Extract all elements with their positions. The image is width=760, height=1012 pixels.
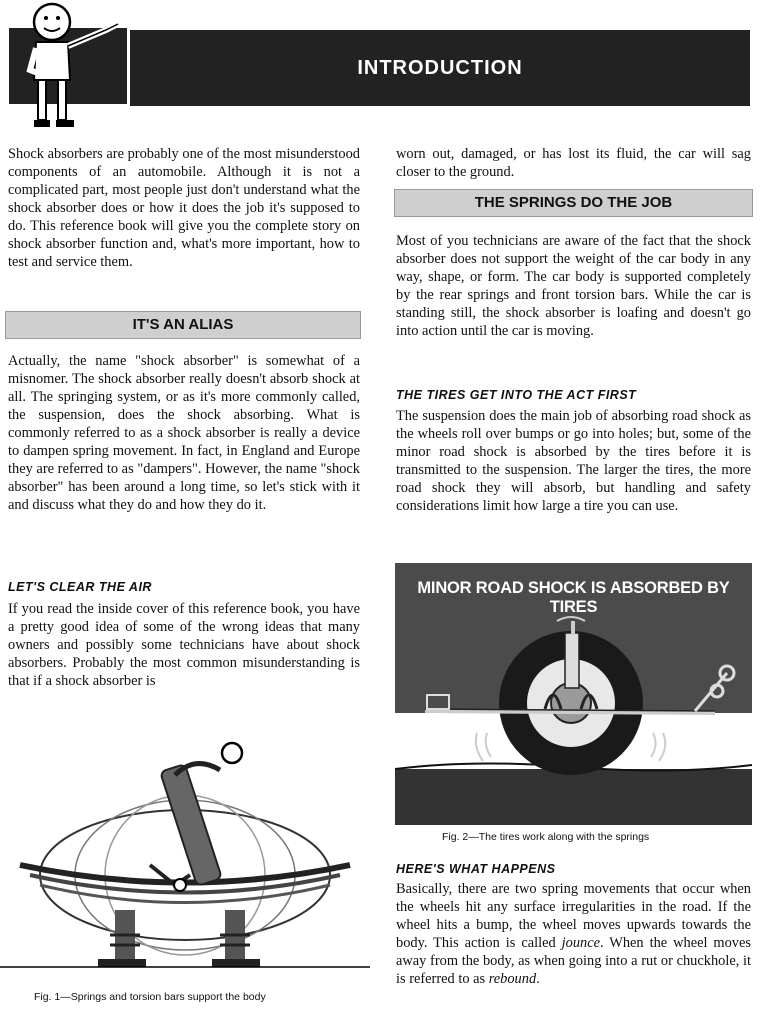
happens-text-part2: . When the wheel moves away from the body, as when going into a rut or chuckhole, it is referred to as: [396, 935, 751, 987]
happens-text-part1: Basically, there are two spring movements that occur when the wheels hit any surface irregularities in the road. If the wheel hits a bump, the wheel moves upwards towards the body. This action is called: [396, 881, 751, 951]
fig2-title: MINOR ROAD SHOCK IS ABSORBED BY TIRES: [417, 579, 730, 616]
springs-text: Most of you technicians are aware of the fact that the shock absorber does not support the weight of the car body in any way, shape, or form. The car body is supported completely by the rear springs and front torsion bars. While the car is standing still, the shock absorber is loafing and doesn't go into action until the car is moving.: [396, 233, 751, 339]
clear-air-text: If you read the inside cover of this reference book, you have a pretty good idea of some of the wrong ideas that many owners and possibly some technicians have about shock absorbers. Probably the most common misunderstanding is that if a shock absorber is: [8, 601, 360, 689]
term-rebound: rebound: [488, 971, 537, 987]
alias-paragraph: [8, 352, 360, 514]
springs-paragraph: [396, 232, 751, 340]
happens-paragraph: [396, 880, 751, 988]
clear-air-paragraph: [8, 600, 360, 690]
fig2-caption: Fig. 2—The tires work along with the springs: [442, 831, 650, 843]
subheading-clear-air: LET'S CLEAR THE AIR: [8, 580, 152, 594]
fig1-illustration: [0, 725, 370, 990]
alias-text: Actually, the name "shock absorber" is somewhat of a misnomer. The shock absorber really doesn't absorb shock at all. The springing system, or as it's more commonly called, the suspension, does the shock absorbing. What is commonly referred to as a shock absorber is really a device to dampen spring movement. In fact, in England and Europe they are referred to as "dampers". However, the name "shock absorber" has been around a long time, so let's stick with it and discuss what they do and how they do it.: [8, 353, 360, 513]
subheading-happens: HERE'S WHAT HAPPENS: [396, 862, 556, 876]
tires-paragraph: [396, 407, 751, 515]
continued-text: worn out, damaged, or has lost its fluid, the car will sag closer to the ground.: [396, 146, 751, 180]
happens-text-part3: .: [536, 971, 540, 987]
page-title: INTRODUCTION: [130, 30, 750, 106]
section-heading-springs: THE SPRINGS DO THE JOB: [394, 189, 753, 217]
term-jounce: jounce: [561, 935, 600, 951]
happens-text: [396, 880, 751, 988]
fig2-illustration: [395, 563, 752, 825]
intro-text: Shock absorbers are probably one of the most misunderstood components of an automobile. Although it is not a complicated part, most people just don't understand what the shock absorber does or how it does the job it's supposed to do. This reference book will give you the complete story on shock absorber function and, what's more important, how to test and service them.: [8, 146, 360, 270]
fig1-caption: Fig. 1—Springs and torsion bars support the body: [34, 991, 266, 1003]
tire-diagram: [395, 563, 752, 825]
subheading-tires: THE TIRES GET INTO THE ACT FIRST: [396, 388, 637, 402]
mascot-illustration: [6, 0, 131, 132]
intro-paragraph: [8, 145, 360, 271]
section-heading-alias: IT'S AN ALIAS: [5, 311, 361, 339]
tires-text: The suspension does the main job of absorbing road shock as the wheels roll over bumps or go into holes; but, some of the minor road shock is absorbed by the tires before it is transmitted to the suspension. The larger the tires, the more road shock they will absorb, but handling and safety considerations limit how large a tire you can use.: [396, 408, 751, 514]
continued-paragraph: [396, 145, 751, 181]
